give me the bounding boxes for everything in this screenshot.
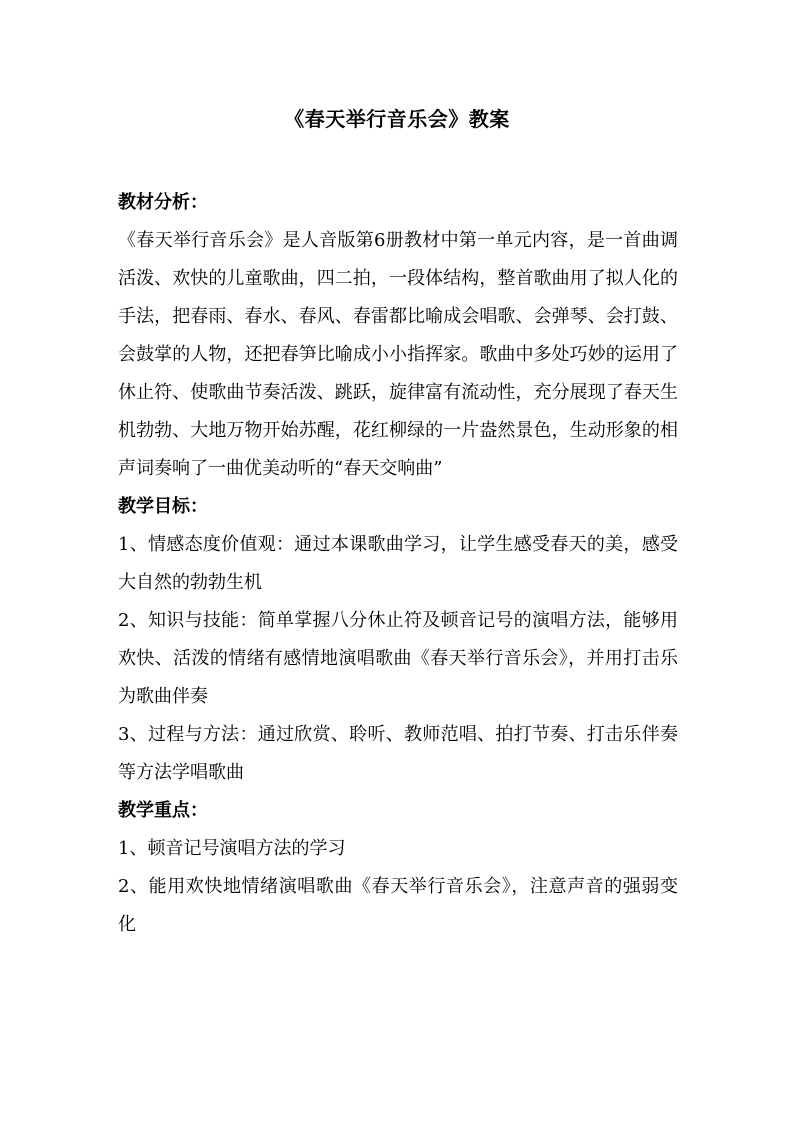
document-body bbox=[118, 184, 678, 944]
goal-item-2: 2、知识与技能：简单掌握八分休止符及顿音记号的演唱方法，能够用欢快、活泼的情绪有感情地演唱歌曲《春天举行音乐会》，并用打击乐为歌曲伴奏 bbox=[118, 610, 678, 707]
keypoint-item-1: 1、顿音记号演唱方法的学习 bbox=[118, 838, 346, 859]
goal-item-1: 1、情感态度价值观：通过本课歌曲学习，让学生感受春天的美，感受大自然的勃勃生机 bbox=[118, 534, 678, 593]
section-heading-analysis: 教材分析： bbox=[118, 192, 208, 213]
analysis-paragraph: 《春天举行音乐会》是人音版第6册教材中第一单元内容，是一首曲调活泼、欢快的儿童歌曲，四二拍，一段体结构，整首歌曲用了拟人化的手法，把春雨、春水、春风、春雷都比喻成会唱歌、会弹琴、会打鼓、会鼓掌的人物，还把春笋比喻成小小指挥家。歌曲中多处巧妙的运用了休止符、使歌曲节奏活泼、跳跃，旋律富有流动性，充分展现了春天生机勃勃、大地万物开始苏醒，花红柳绿的一片盎然景色，生动形象的相声词奏响了一曲优美动听的“春天交响曲” bbox=[118, 230, 678, 479]
goal-item-3: 3、过程与方法：通过欣赏、聆听、教师范唱、拍打节奏、打击乐伴奏等方法学唱歌曲 bbox=[118, 724, 678, 783]
section-heading-goals: 教学目标： bbox=[118, 496, 208, 517]
section-heading-keypoints: 教学重点： bbox=[118, 800, 208, 821]
keypoint-item-2: 2、能用欢快地情绪演唱歌曲《春天举行音乐会》，注意声音的强弱变化 bbox=[118, 876, 678, 935]
document-title: 《春天举行音乐会》教案 bbox=[284, 107, 510, 131]
